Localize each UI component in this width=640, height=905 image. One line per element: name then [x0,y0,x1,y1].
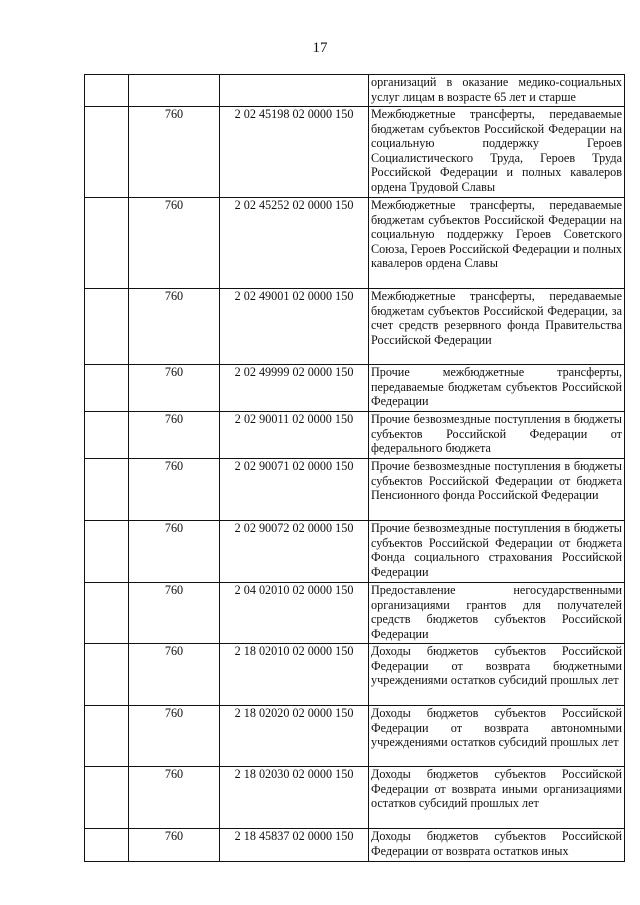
income-name-cell: Доходы бюджетов субъектов Российской Федерации от возврата бюджетными учреждениями остатков субсидий прошлых лет [369,644,625,706]
admin-code-cell: 760 [129,829,220,862]
table-row [85,521,625,583]
income-name-cell: Межбюджетные трансферты, передаваемые бюджетам субъектов Российской Федерации, за счет средств резервного фонда Правительства Российской Федерации [369,289,625,365]
blank-cell [85,583,129,644]
table-row [85,644,625,706]
table-row [85,829,625,862]
table-row [85,459,625,521]
budget-codes-table [84,74,625,862]
table-row [85,767,625,829]
admin-code-cell [129,75,220,107]
income-name-cell: Доходы бюджетов субъектов Российской Федерации от возврата иными организациями остатков субсидий прошлых лет [369,767,625,829]
table-row [85,412,625,459]
admin-code-cell: 760 [129,767,220,829]
admin-code-cell: 760 [129,198,220,289]
income-name-cell: Прочие межбюджетные трансферты, передаваемые бюджетам субъектов Российской Федерации [369,365,625,412]
budget-code-cell: 2 18 02010 02 0000 150 [220,644,369,706]
table-row [85,75,625,107]
admin-code-cell: 760 [129,289,220,365]
blank-cell [85,829,129,862]
budget-code-cell: 2 02 90072 02 0000 150 [220,521,369,583]
page-number: 17 [312,40,328,56]
blank-cell [85,767,129,829]
income-name-cell: Межбюджетные трансферты, передаваемые бюджетам субъектов Российской Федерации на социальную поддержку Героев Социалистического Труда, Героев Труда Российской Федерации и полных кавалеров ордена Трудовой Славы [369,107,625,198]
blank-cell [85,107,129,198]
table-row [85,198,625,289]
income-name-cell: организаций в оказание медико-социальных услуг лицам в возрасте 65 лет и старше [369,75,625,107]
table-row [85,706,625,767]
income-name-cell: Прочие безвозмездные поступления в бюджеты субъектов Российской Федерации от бюджета Пенсионного фонда Российской Федерации [369,459,625,521]
admin-code-cell: 760 [129,644,220,706]
blank-cell [85,412,129,459]
admin-code-cell: 760 [129,459,220,521]
blank-cell [85,521,129,583]
table-row [85,289,625,365]
admin-code-cell: 760 [129,412,220,459]
admin-code-cell: 760 [129,521,220,583]
budget-code-cell: 2 18 02030 02 0000 150 [220,767,369,829]
income-name-cell: Межбюджетные трансферты, передаваемые бюджетам субъектов Российской Федерации на социальную поддержку Героев Советского Союза, Героев Российской Федерации и полных кавалеров ордена Славы [369,198,625,289]
blank-cell [85,198,129,289]
table-row [85,583,625,644]
blank-cell [85,365,129,412]
blank-cell [85,75,129,107]
admin-code-cell: 760 [129,365,220,412]
income-name-cell: Доходы бюджетов субъектов Российской Федерации от возврата остатков иных [369,829,625,862]
budget-code-cell: 2 02 45252 02 0000 150 [220,198,369,289]
admin-code-cell: 760 [129,706,220,767]
budget-code-cell: 2 02 49001 02 0000 150 [220,289,369,365]
admin-code-cell: 760 [129,107,220,198]
budget-code-cell: 2 02 45198 02 0000 150 [220,107,369,198]
budget-code-cell: 2 18 45837 02 0000 150 [220,829,369,862]
budget-code-cell: 2 02 49999 02 0000 150 [220,365,369,412]
budget-code-cell: 2 02 90011 02 0000 150 [220,412,369,459]
income-name-cell: Предоставление негосударственными организациями грантов для получателей средств бюджетов субъектов Российской Федерации [369,583,625,644]
income-name-cell: Прочие безвозмездные поступления в бюджеты субъектов Российской Федерации от бюджета Фонда социального страхования Российской Федерации [369,521,625,583]
blank-cell [85,644,129,706]
budget-code-cell [220,75,369,107]
income-name-cell: Прочие безвозмездные поступления в бюджеты субъектов Российской Федерации от федерального бюджета [369,412,625,459]
budget-code-cell: 2 04 02010 02 0000 150 [220,583,369,644]
admin-code-cell: 760 [129,583,220,644]
blank-cell [85,289,129,365]
budget-code-cell: 2 18 02020 02 0000 150 [220,706,369,767]
table-row [85,365,625,412]
table-row [85,107,625,198]
blank-cell [85,459,129,521]
blank-cell [85,706,129,767]
budget-code-cell: 2 02 90071 02 0000 150 [220,459,369,521]
income-name-cell: Доходы бюджетов субъектов Российской Федерации от возврата автономными учреждениями остатков субсидий прошлых лет [369,706,625,767]
